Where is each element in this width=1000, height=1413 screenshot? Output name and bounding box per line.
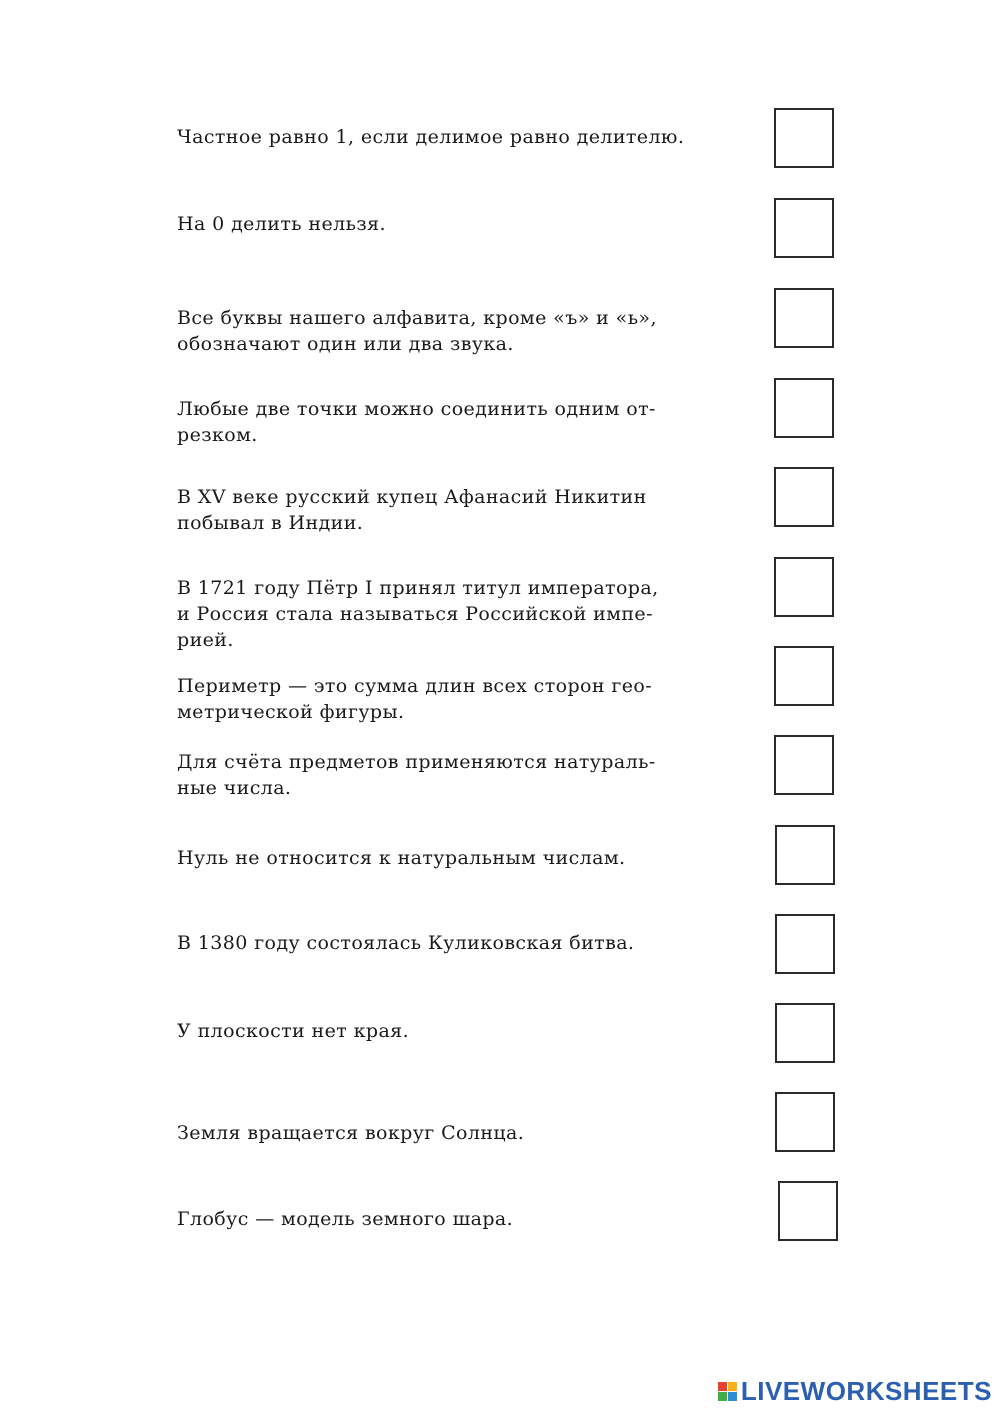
answer-box-3[interactable]	[774, 288, 834, 348]
statement-1: Частное равно 1, если делимое равно делителю.	[177, 126, 685, 148]
statement-10: В 1380 году состоялась Куликовская битва.	[177, 932, 635, 954]
answer-box-11[interactable]	[775, 1003, 835, 1063]
statement-4: Любые две точки можно соединить одним от- резком.	[177, 398, 656, 446]
logo-square-green	[718, 1392, 727, 1401]
statement-8: Для счёта предметов применяются натураль- ные числа.	[177, 751, 656, 799]
answer-box-9[interactable]	[775, 825, 835, 885]
answer-box-1[interactable]	[774, 108, 834, 168]
brand-name: LIVEWORKSHEETS	[740, 1376, 992, 1406]
answer-box-10[interactable]	[775, 914, 835, 974]
logo-square-yellow	[728, 1382, 737, 1391]
statement-3: Все буквы нашего алфавита, кроме «ъ» и «ь», обозначают один или два звука.	[177, 307, 657, 355]
liveworksheets-logo	[718, 1376, 992, 1407]
statement-11: У плоскости нет края.	[177, 1020, 410, 1042]
statement-6: В 1721 году Пётр I принял титул императора, и Россия стала называться Российской импе- рией.	[177, 577, 659, 651]
answer-box-7[interactable]	[774, 646, 834, 706]
answer-box-13[interactable]	[778, 1181, 838, 1241]
statement-12: Земля вращается вокруг Солнца.	[177, 1122, 525, 1144]
statement-7: Периметр — это сумма длин всех сторон гео- метрической фигуры.	[177, 675, 653, 723]
answer-box-5[interactable]	[774, 467, 834, 527]
logo-square-blue	[728, 1392, 737, 1401]
statement-5: В XV веке русский купец Афанасий Никитин побывал в Индии.	[177, 486, 647, 534]
statement-2: На 0 делить нельзя.	[177, 213, 386, 235]
answer-box-2[interactable]	[774, 198, 834, 258]
answer-box-8[interactable]	[774, 735, 834, 795]
answer-box-12[interactable]	[775, 1092, 835, 1152]
statement-9: Нуль не относится к натуральным числам.	[177, 847, 626, 869]
answer-box-6[interactable]	[774, 557, 834, 617]
statement-13: Глобус — модель земного шара.	[177, 1208, 514, 1230]
logo-square-red	[718, 1382, 727, 1391]
answer-box-4[interactable]	[774, 378, 834, 438]
liveworksheets-logo-icon	[718, 1382, 737, 1401]
